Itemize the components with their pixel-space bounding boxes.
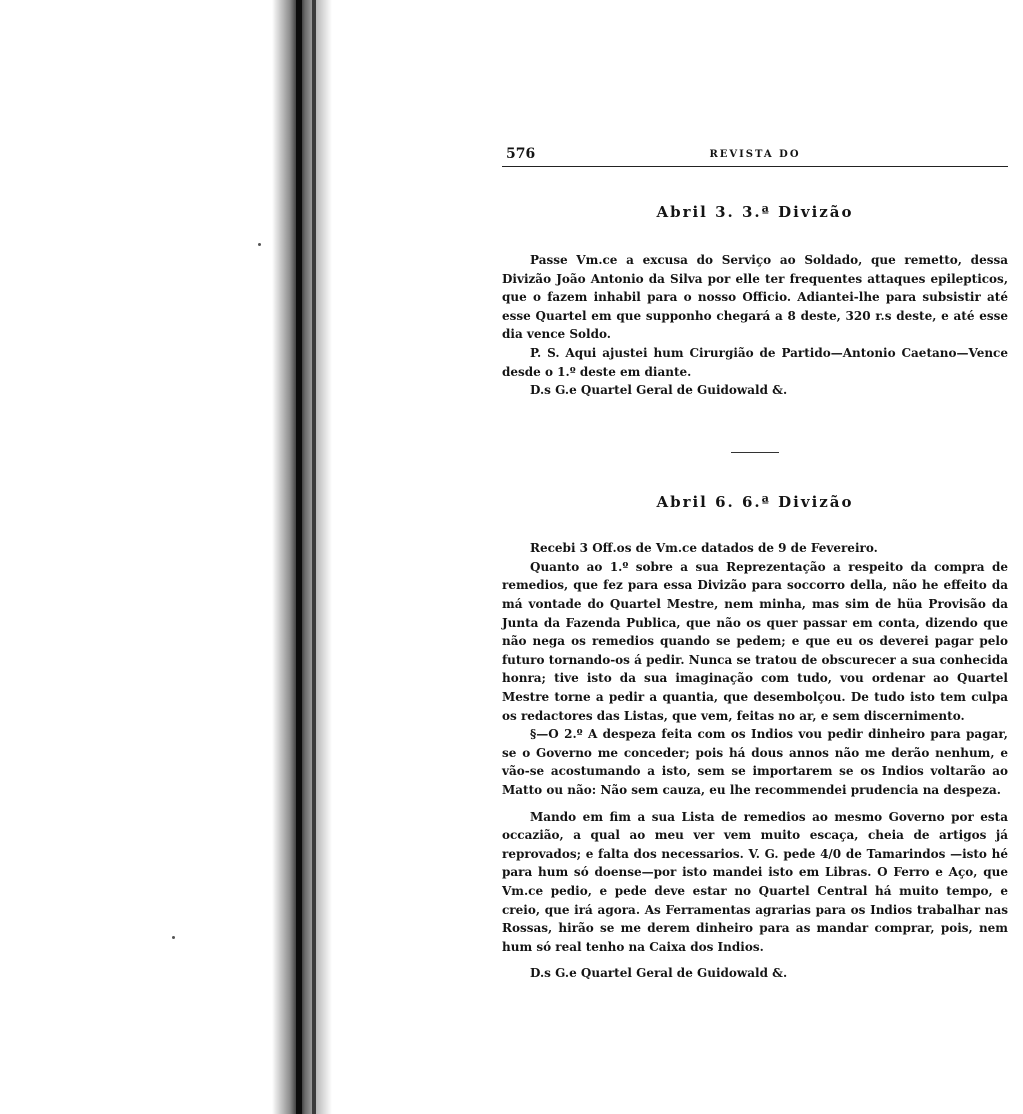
paragraph: §—O 2.º A despeza feita com os Indios vou pedir dinheiro para pagar, se o Governo me conceder; pois há dous annos não me derão nenhum, e vão-se acostumando a isto, sem se importarem se os Indios voltarão ao Matto ou não: Não sem cauza, eu lhe recommendei prudencia na despeza. (502, 727, 1008, 797)
paper-speck (258, 243, 261, 246)
book-gutter-shadow (272, 0, 332, 1114)
closing-line: D.s G.e Quartel Geral de Guidowald &. (530, 383, 788, 398)
running-title: REVISTA DO (709, 149, 801, 160)
letter-body-abril-3 (502, 251, 1008, 400)
document-page (502, 140, 1008, 983)
book-gutter-fold (296, 0, 302, 1114)
section-heading-abril-3: Abril 3. 3.ª Divizão (656, 203, 854, 221)
paragraph: Recebi 3 Off.os de Vm.ce datados de 9 de Fevereiro. (530, 541, 878, 556)
paper-speck (172, 936, 175, 939)
paragraph: P. S. Aqui ajustei hum Cirurgião de Partido—Antonio Caetano—Vence desde o 1.º deste em diante. (502, 345, 1008, 379)
running-head (502, 140, 1008, 167)
closing-line: D.s G.e Quartel Geral de Guidowald &. (530, 966, 788, 981)
book-gutter-fold-secondary (312, 0, 316, 1114)
section-divider (731, 452, 779, 454)
page-number: 576 (506, 146, 536, 162)
paragraph: Passe Vm.ce a excusa do Serviço ao Soldado, que remetto, dessa Divizão João Antonio da Silva por elle ter frequentes attaques epilepticos, que o fazem inhabil para o nosso Officio. Adiantei-lhe para subsistir até esse Quartel em que supponho chegará a 8 deste, 320 r.s deste, e até esse dia vence Soldo. (502, 253, 1008, 342)
paragraph: Mando em fim a sua Lista de remedios ao mesmo Governo por esta occazião, a qual ao meu ver vem muito escaça, cheia de artigos já reprovados; e falta dos necessarios. V. G. pede 4/0 de Tamarindos —isto hé para hum só doense—por isto mandei isto em Libras. O Ferro e Aço, que Vm.ce pedio, e pede deve estar no Quartel Central há muito tempo, e creio, que irá agora. As Ferramentas agrarias para os Indios trabalhar nas Rossas, hirão se me derem dinheiro para as mandar comprar, pois, nem hum só real tenho na Caixa dos Indios. (502, 809, 1008, 954)
paragraph: Quanto ao 1.º sobre a sua Reprezentação a respeito da compra de remedios, que fez para essa Divizão para soccorro della, não he effeito da má vontade do Quartel Mestre, nem minha, mas sim de hüa Provisão da Junta da Fazenda Publica, que não os quer passar em conta, dizendo que não nega os remedios quando se pedem; e que eu os deverei pagar pelo futuro tornando-os á pedir. Nunca se tratou de obscurecer a sua conhecida honra; tive isto da sua imaginação com tudo, vou ordenar ao Quartel Mestre torne a pedir a quantia, que desembolçou. De tudo isto tem culpa os redactores das Listas, que vem, feitas no ar, e sem discernimento. (502, 559, 1008, 723)
letter-body-abril-6 (502, 539, 1008, 983)
section-heading-abril-6: Abril 6. 6.ª Divizão (656, 493, 854, 512)
